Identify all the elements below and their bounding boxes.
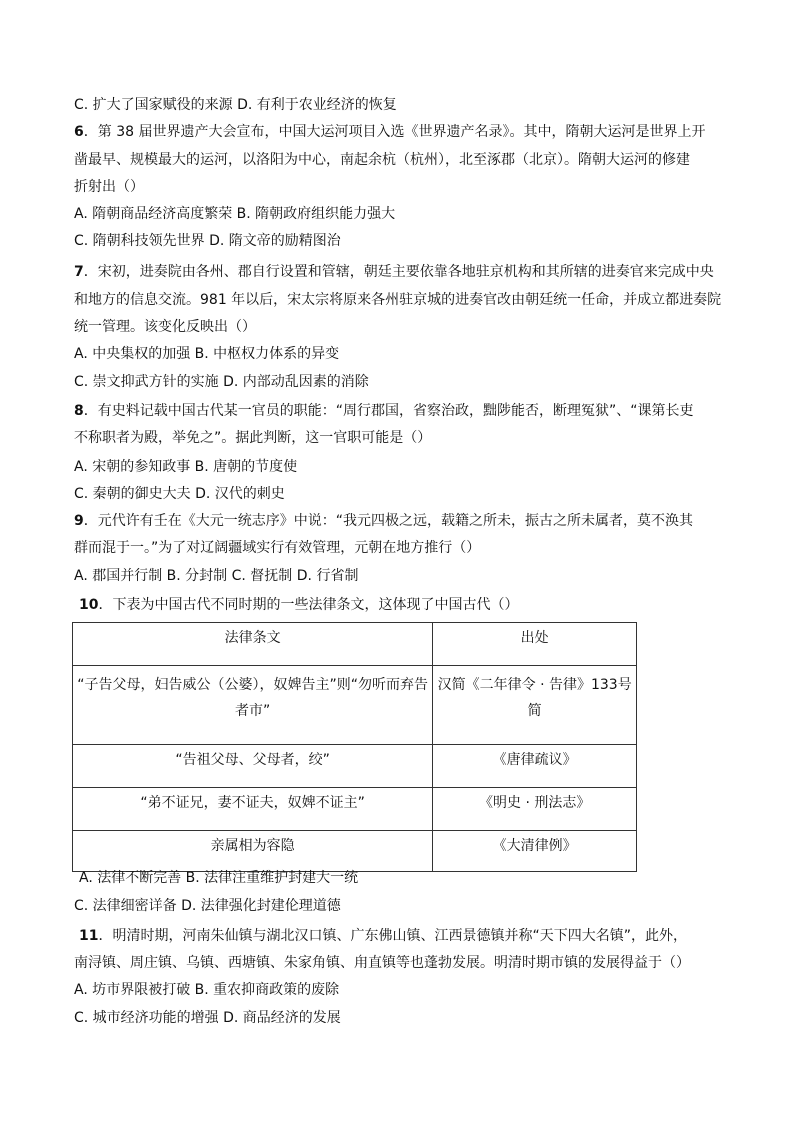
line-text: C. 崇文抑武方针的实施 D. 内部动乱因素的消除 — [74, 374, 369, 390]
cell-source: 《唐律疏议》 — [433, 745, 637, 788]
question-number: 10 — [79, 597, 99, 613]
line-text: 统一管理。该变化反映出（） — [74, 319, 256, 335]
cell-article: “子告父母，妇告威公（公婆），奴婢告主”则“勿听而弃告者市” — [73, 666, 433, 745]
cell-source: 《明史 · 刑法志》 — [433, 788, 637, 831]
question-6 — [74, 122, 734, 142]
line-text: ．第 38 届世界遗产大会宣布，中国大运河项目入选《世界遗产名录》。其中，隋朝大运河是世界上开 — [83, 124, 706, 140]
cell-article: “告祖父母、父母者，绞” — [73, 745, 433, 788]
option-line — [74, 231, 734, 251]
line-text: A. 郡国并行制 B. 分封制 C. 督抚制 D. 行省制 — [74, 568, 359, 584]
question-number: 11 — [79, 928, 99, 944]
option-line — [79, 868, 739, 888]
line-text: A. 隋朝商品经济高度繁荣 B. 隋朝政府组织能力强大 — [74, 206, 396, 222]
question-line — [74, 317, 734, 337]
line-text: 群而混于一。”为了对辽阔疆域实行有效管理，元朝在地方推行（） — [74, 540, 481, 556]
header-cell-source: 出处 — [433, 623, 637, 666]
question-line — [74, 290, 734, 310]
line-text: ．有史料记载中国古代某一官员的职能：“周行郡国，省察治政，黜陟能否，断理冤狱”、“课第长吏 — [83, 403, 694, 419]
line-text: C. 法律细密详备 D. 法律强化封建伦理道德 — [74, 898, 341, 914]
question-11 — [79, 926, 739, 946]
line-text: ．宋初，进奏院由各州、郡自行设置和管辖，朝廷主要依靠各地驻京机构和其所辖的进奏官来完成中央 — [83, 264, 714, 280]
law-table — [72, 622, 637, 872]
table-row — [73, 666, 637, 745]
option-line — [74, 457, 734, 477]
question-line — [74, 953, 734, 973]
line-text: C. 城市经济功能的增强 D. 商品经济的发展 — [74, 1010, 341, 1026]
option-line — [74, 344, 734, 364]
question-7 — [74, 262, 734, 282]
line-text: 凿最早、规模最大的运河，以洛阳为中心，南起余杭（杭州），北至涿郡（北京）。隋朝大运河的修建 — [74, 152, 690, 168]
table-header-row — [73, 623, 637, 666]
line-text: C. 扩大了国家赋役的来源 D. 有利于农业经济的恢复 — [74, 97, 397, 113]
table-row — [73, 745, 637, 788]
line-text: A. 宋朝的参知政事 B. 唐朝的节度使 — [74, 459, 298, 475]
option-line — [74, 95, 734, 115]
question-line — [74, 177, 734, 197]
question-line — [74, 428, 734, 448]
question-number: 9 — [74, 513, 84, 529]
line-text: C. 秦朝的御史大夫 D. 汉代的刺史 — [74, 486, 285, 502]
line-text: 不称职者为殿，举免之”。据此判断，这一官职可能是（） — [74, 430, 432, 446]
cell-source: 汉简《二年律令 · 告律》133号简 — [433, 666, 637, 745]
header-cell-article: 法律条文 — [73, 623, 433, 666]
question-line — [74, 538, 734, 558]
question-line — [74, 150, 734, 170]
option-line — [74, 566, 734, 586]
table-row — [73, 831, 637, 872]
question-10 — [79, 595, 739, 615]
cell-article: “弟不证兄，妻不证夫，奴婢不证主” — [73, 788, 433, 831]
line-text: A. 法律不断完善 B. 法律注重维护封建大一统 — [79, 870, 359, 886]
question-8 — [74, 401, 734, 421]
question-9 — [74, 511, 734, 531]
question-number: 8 — [74, 403, 84, 419]
line-text: ．明清时期，河南朱仙镇与湖北汉口镇、广东佛山镇、江西景德镇并称“天下四大名镇”，此外， — [98, 928, 687, 944]
line-text: C. 隋朝科技领先世界 D. 隋文帝的励精图治 — [74, 233, 341, 249]
line-text: A. 坊市界限被打破 B. 重农抑商政策的废除 — [74, 982, 340, 998]
table-row — [73, 788, 637, 831]
option-line — [74, 980, 734, 1000]
line-text: ．元代许有壬在《大元一统志序》中说：“我元四极之远，载籍之所未，振古之所未属者，莫不涣其 — [83, 513, 694, 529]
line-text: 南浔镇、周庄镇、乌镇、西塘镇、朱家角镇、甪直镇等也蓬勃发展。明清时期市镇的发展得益于（） — [74, 955, 690, 971]
option-line — [74, 484, 734, 504]
option-line — [74, 372, 734, 392]
option-line — [74, 1008, 734, 1028]
line-text: 折射出（） — [74, 179, 144, 195]
cell-article: 亲属相为容隐 — [73, 831, 433, 872]
question-number: 7 — [74, 264, 84, 280]
line-text: ．下表为中国古代不同时期的一些法律条文，这体现了中国古代（） — [98, 597, 519, 613]
question-number: 6 — [74, 124, 84, 140]
line-text: A. 中央集权的加强 B. 中枢权力体系的异变 — [74, 346, 340, 362]
option-line — [74, 204, 734, 224]
line-text: 和地方的信息交流。981 年以后，宋太宗将原来各州驻京城的进奏官改由朝廷统一任命，并成立都进奏院 — [74, 292, 722, 308]
option-line — [74, 896, 734, 916]
cell-source: 《大清律例》 — [433, 831, 637, 872]
